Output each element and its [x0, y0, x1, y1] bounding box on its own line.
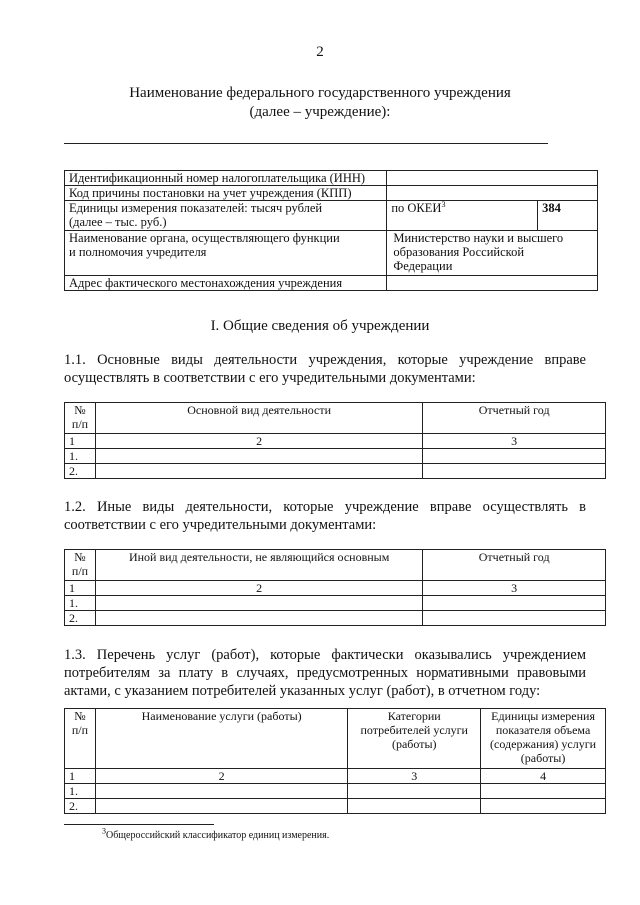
col-index-3: 3	[348, 769, 481, 784]
row-year-cell[interactable]	[423, 464, 606, 479]
row-activity-cell[interactable]	[95, 596, 422, 611]
col-main-activity-header: Основной вид деятельности	[95, 403, 422, 434]
row-number: 2.	[65, 799, 96, 814]
founder-label	[65, 231, 387, 276]
row-units-cell[interactable]	[481, 784, 606, 799]
row-consumer-cell[interactable]	[348, 784, 481, 799]
col-number-header	[65, 709, 96, 769]
col-index-1: 1	[65, 434, 96, 449]
col-consumer-category-header: Категории потребителей услуги (работы)	[348, 709, 481, 769]
table-row	[65, 784, 606, 799]
row-service-cell[interactable]	[95, 799, 347, 814]
units-label-line-1: Единицы измерения показателей: тысяч рублей	[69, 201, 323, 215]
section-1-3-text: 1.3. Перечень услуг (работ), которые фактически оказывались учреждением потребителям за плату в случаях, предусмотренных нормативными правовыми актами, с указанием потребителей указанных услуг (работ), в отчетном году:	[64, 647, 586, 699]
col-number-abbr: п/п	[71, 564, 89, 578]
row-units-cell[interactable]	[481, 799, 606, 814]
okei-label-text: по ОКЕИ	[391, 201, 442, 215]
row-consumer-cell[interactable]	[348, 799, 481, 814]
okei-label	[387, 201, 538, 231]
units-label-line-2: (далее – тыс. руб.)	[69, 215, 167, 229]
col-index-2: 2	[95, 769, 347, 784]
row-year-cell[interactable]	[423, 611, 606, 626]
founder-label-line-1: Наименование органа, осуществляющего функции	[69, 231, 340, 245]
col-service-name-header: Наименование услуги (работы)	[95, 709, 347, 769]
section-title: I. Общие сведения об учреждении	[210, 318, 430, 334]
row-year-cell[interactable]	[423, 596, 606, 611]
col-year-header: Отчетный год	[423, 403, 606, 434]
table-row	[65, 799, 606, 814]
col-index-1: 1	[65, 769, 96, 784]
address-label: Адрес фактического местонахождения учреждения	[65, 276, 387, 291]
row-activity-cell[interactable]	[95, 449, 422, 464]
footnote-text: Общероссийский классификатор единиц измерения.	[106, 830, 330, 841]
table-row	[65, 611, 606, 626]
title-line-2: (далее – учреждение):	[249, 104, 391, 120]
address-value[interactable]	[387, 276, 598, 291]
col-index-4: 4	[481, 769, 606, 784]
row-number: 2.	[65, 611, 96, 626]
row-number: 2.	[65, 464, 96, 479]
other-activities-table	[64, 549, 606, 626]
section-1-2-text: 1.2. Иные виды деятельности, которые учреждение вправе осуществлять в соответствии с его учредительными документами:	[64, 499, 586, 533]
row-activity-cell[interactable]	[95, 611, 422, 626]
title-line-1: Наименование федерального государственного учреждения	[129, 85, 511, 101]
col-index-2: 2	[95, 434, 422, 449]
row-number: 1.	[65, 784, 96, 799]
col-index-1: 1	[65, 581, 96, 596]
col-index-3: 3	[423, 581, 606, 596]
col-index-2: 2	[95, 581, 422, 596]
table-row	[65, 464, 606, 479]
page-number: 2	[316, 44, 324, 60]
okei-value: 384	[538, 201, 598, 231]
footnote	[102, 826, 330, 841]
col-number-abbr: п/п	[71, 417, 89, 431]
founder-value: Министерство науки и высшего образования Российской Федерации	[387, 231, 598, 276]
col-number-sign: №	[74, 403, 86, 417]
col-number-sign: №	[74, 709, 86, 723]
inn-value[interactable]	[387, 171, 598, 186]
footnote-mark: 3	[102, 826, 106, 836]
row-number: 1.	[65, 449, 96, 464]
row-service-cell[interactable]	[95, 784, 347, 799]
col-year-header: Отчетный год	[423, 550, 606, 581]
units-label	[65, 201, 387, 231]
institution-name-line	[64, 143, 548, 144]
col-index-3: 3	[423, 434, 606, 449]
table-row	[65, 596, 606, 611]
institution-info-table	[64, 170, 598, 291]
col-units-header: Единицы измерения показателя объема (содержания) услуги (работы)	[481, 709, 606, 769]
table-row	[65, 449, 606, 464]
row-number: 1.	[65, 596, 96, 611]
footnote-separator	[64, 824, 214, 825]
col-number-header	[65, 550, 96, 581]
founder-label-line-2: и полномочия учредителя	[69, 245, 207, 259]
kpp-value[interactable]	[387, 186, 598, 201]
col-other-activity-header: Иной вид деятельности, не являющийся основным	[95, 550, 422, 581]
kpp-label: Код причины постановки на учет учреждения (КПП)	[65, 186, 387, 201]
row-activity-cell[interactable]	[95, 464, 422, 479]
row-year-cell[interactable]	[423, 449, 606, 464]
main-activities-table	[64, 402, 606, 479]
col-number-sign: №	[74, 550, 86, 564]
section-1-1-text: 1.1. Основные виды деятельности учреждения, которые учреждение вправе осуществлять в соответствии с его учредительными документами:	[64, 352, 586, 386]
inn-label: Идентификационный номер налогоплательщика (ИНН)	[65, 171, 387, 186]
col-number-header	[65, 403, 96, 434]
okei-footnote-mark: 3	[441, 199, 446, 209]
institution-title	[60, 84, 580, 122]
paid-services-table	[64, 708, 606, 814]
col-number-abbr: п/п	[71, 723, 89, 737]
